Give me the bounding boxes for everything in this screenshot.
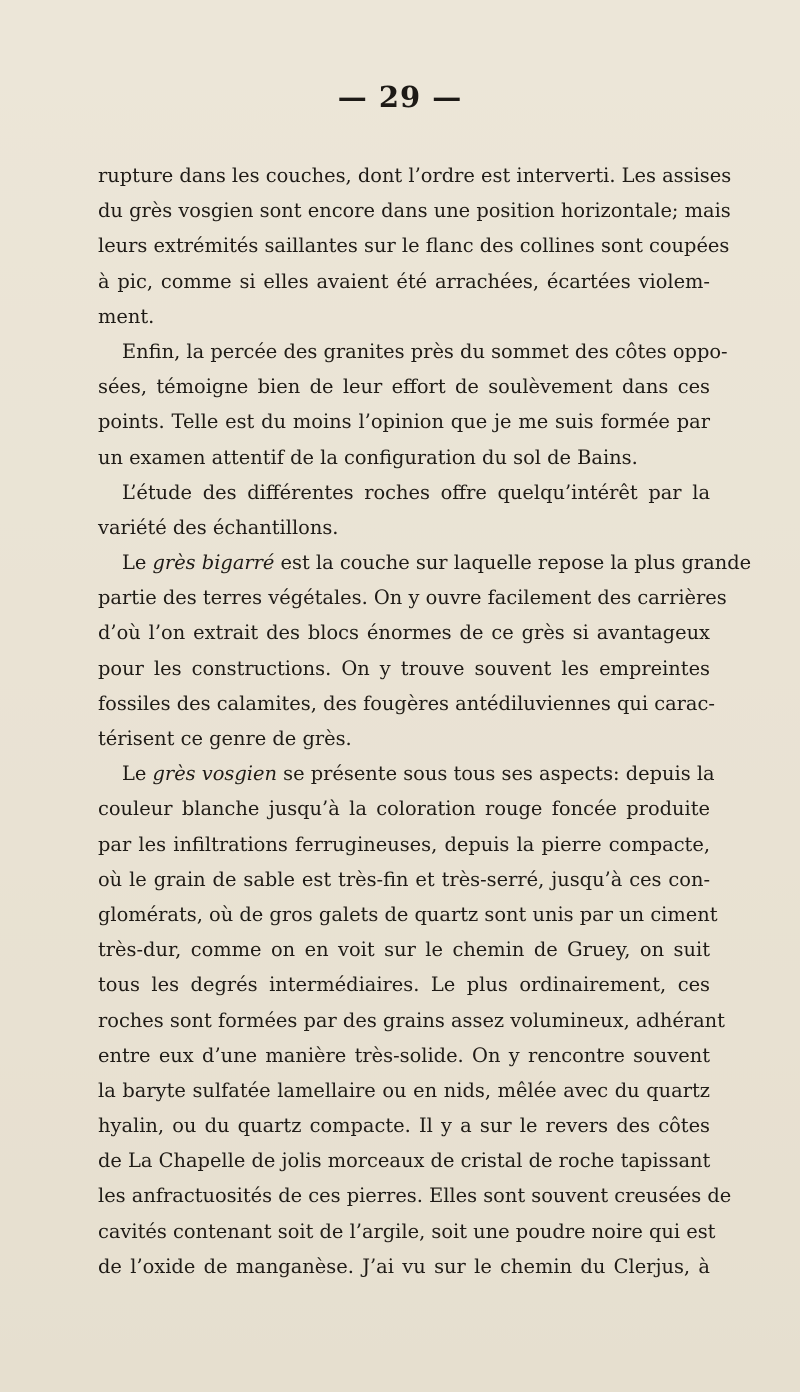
text-line: leurs extrémités saillantes sur le flanc des collines sont coupées — [98, 234, 730, 258]
text-line: couleur blanche jusqu’à la coloration rouge foncée produite — [98, 797, 710, 821]
text-line: la baryte sulfatée lamellaire ou en nids, mêlée avec du quartz — [98, 1078, 710, 1102]
text-line: roches sont formées par des grains assez volumineux, adhérant — [98, 1008, 725, 1032]
text-segment: Le — [122, 551, 153, 575]
text-line: par les infiltrations ferrugineuses, depuis la pierre compacte, — [98, 832, 710, 856]
text-segment: Le — [122, 762, 153, 786]
text-segment: est la couche sur laquelle repose la plus grande — [274, 551, 752, 575]
text-line: variété des échantillons. — [98, 515, 339, 539]
text-line: du grès vosgien sont encore dans une position horizontale; mais — [98, 199, 731, 223]
text-line: les anfractuosités de ces pierres. Elles sont souvent creusées de — [98, 1184, 732, 1208]
text-line: tous les degrés intermédiaires. Le plus ordinairement, ces — [98, 973, 710, 997]
text-line: un examen attentif de la configuration du sol de Bains. — [98, 445, 638, 469]
text-line: partie des terres végétales. On y ouvre facilement des carrières — [98, 586, 727, 610]
text-line: à pic, comme si elles avaient été arrachées, écartées violem- — [98, 269, 710, 293]
text-line: Enfin, la percée des granites près du sommet des côtes oppo- — [122, 339, 728, 363]
italic-term: grès bigarré — [152, 551, 275, 575]
text-line: très-dur, comme on en voit sur le chemin de Gruey, on suit — [98, 938, 710, 962]
text-line: rupture dans les couches, dont l’ordre est interverti. Les assises — [98, 164, 732, 187]
text-line: de l’oxide de manganèse. J’ai vu sur le chemin du Clerjus, à — [98, 1254, 710, 1278]
text-line: L’étude des différentes roches offre quelqu’intérêt par la — [122, 480, 710, 504]
text-line: sées, témoigne bien de leur effort de soulèvement dans ces — [98, 375, 710, 399]
text-line: où le grain de sable est très-fin et très-serré, jusqu’à ces con- — [98, 867, 710, 891]
text-line: pour les constructions. On y trouve souvent les empreintes — [98, 656, 710, 680]
italic-term: grès vosgien — [152, 762, 277, 786]
text-line — [98, 756, 715, 791]
body-text — [98, 158, 752, 1284]
text-line: glomérats, où de gros galets de quartz sont unis par un ciment — [98, 902, 718, 926]
text-line: de La Chapelle de jolis morceaux de cristal de roche tapissant — [98, 1149, 711, 1173]
text-line: entre eux d’une manière très-solide. On y rencontre souvent — [98, 1043, 710, 1067]
text-segment: se présente sous tous ses aspects: depuis la — [276, 762, 715, 786]
text-line: hyalin, ou du quartz compacte. Il y a sur le revers des côtes — [98, 1114, 710, 1138]
text-line — [98, 545, 752, 580]
text-line: points. Telle est du moins l’opinion que je me suis formée par — [98, 410, 710, 434]
text-line: térisent ce genre de grès. — [98, 727, 352, 750]
text-line: d’où l’on extrait des blocs énormes de ce grès si avantageux — [98, 621, 710, 645]
text-line: cavités contenant soit de l’argile, soit une poudre noire qui est — [98, 1219, 716, 1243]
page-number: — 29 — — [337, 80, 463, 114]
text-line: fossiles des calamites, des fougères antédiluviennes qui carac- — [98, 691, 715, 715]
text-line: ment. — [98, 304, 155, 328]
